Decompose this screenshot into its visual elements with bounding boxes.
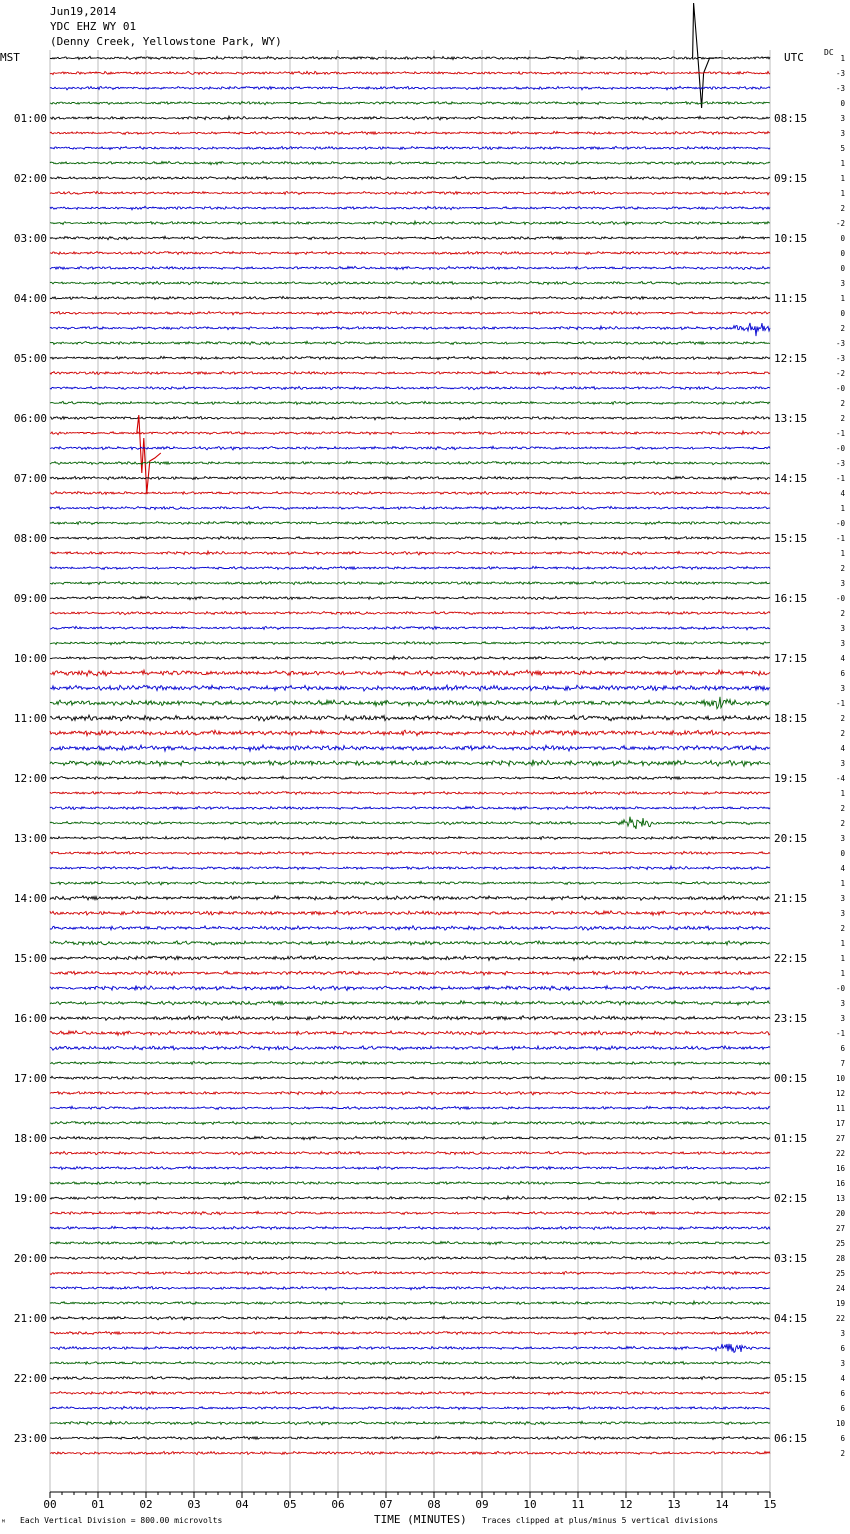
seismic-trace [50, 817, 770, 829]
seismic-trace [50, 161, 770, 164]
seismic-trace [50, 131, 770, 134]
dc-offset-value: 2 [840, 1449, 845, 1458]
seismic-trace [50, 191, 770, 194]
footer-clip-note: Traces clipped at plus/minus 5 vertical divisions [482, 1516, 719, 1525]
dc-offset-value: -0 [835, 384, 845, 393]
seismic-trace [50, 71, 770, 74]
right-hour-label: 15:15 [774, 532, 808, 545]
seismic-trace [50, 776, 770, 779]
right-hour-label: 09:15 [774, 172, 808, 185]
seismic-trace [50, 656, 770, 660]
seismic-trace [50, 1166, 770, 1169]
dc-offset-value: -1 [835, 429, 845, 438]
seismic-trace [50, 1136, 770, 1139]
dc-offset-value: 0 [840, 99, 845, 108]
seismic-trace [50, 221, 770, 225]
seismic-trace [50, 401, 770, 404]
seismic-trace [50, 730, 770, 736]
left-hour-label: 14:00 [13, 892, 47, 905]
seismic-trace [50, 1451, 770, 1454]
dc-offset-value: 3 [840, 999, 845, 1008]
seismic-trace [50, 986, 770, 991]
dc-offset-value: 1 [840, 294, 845, 303]
seismic-trace [50, 1301, 770, 1305]
x-tick-label: 12 [619, 1498, 633, 1511]
seismic-trace [50, 971, 770, 975]
left-hour-label: 08:00 [13, 532, 47, 545]
dc-offset-value: 2 [840, 819, 845, 828]
dc-offset-value: 3 [840, 639, 845, 648]
left-hour-label: 16:00 [13, 1012, 47, 1025]
dc-offset-value: -3 [835, 69, 845, 78]
dc-offset-value: 0 [840, 309, 845, 318]
dc-offset-value: -3 [835, 339, 845, 348]
dc-offset-value: 27 [835, 1134, 845, 1143]
dc-offset-value: -0 [835, 594, 845, 603]
dc-offset-value: 3 [840, 1359, 845, 1368]
seismic-trace [50, 566, 770, 569]
dc-offset-value: 0 [840, 249, 845, 258]
left-hour-label: 23:00 [13, 1432, 47, 1445]
dc-offset-value: 6 [840, 1389, 845, 1398]
left-hour-label: 01:00 [13, 112, 47, 125]
dc-offset-value: 1 [840, 954, 845, 963]
left-hour-label: 07:00 [13, 472, 47, 485]
seismic-trace [50, 866, 770, 870]
dc-offset-value: 19 [835, 1299, 845, 1308]
right-hour-label: 05:15 [774, 1372, 808, 1385]
right-hour-label: 13:15 [774, 412, 808, 425]
dc-offset-value: 24 [835, 1284, 845, 1293]
dc-offset-value: 5 [840, 144, 845, 153]
seismic-trace [50, 896, 770, 901]
seismic-trace [50, 101, 770, 104]
right-hour-label: 04:15 [774, 1312, 808, 1325]
trace-group [50, 3, 770, 1455]
dc-offset-value: 17 [835, 1119, 845, 1128]
x-tick-label: 04 [235, 1498, 249, 1511]
left-hour-label: 02:00 [13, 172, 47, 185]
dc-offset-value: 6 [840, 1344, 845, 1353]
dc-offset-value: 3 [840, 579, 845, 588]
seismic-trace [50, 1271, 770, 1274]
seismic-trace [50, 1436, 770, 1439]
dc-offset-value: 1 [840, 54, 845, 63]
seismic-trace [50, 206, 770, 210]
seismic-trace [50, 176, 770, 179]
seismic-trace [50, 476, 770, 479]
seismic-trace [50, 236, 770, 239]
dc-offset-value: 25 [835, 1239, 845, 1248]
x-tick-label: 10 [523, 1498, 537, 1511]
dc-offset-value: 1 [840, 939, 845, 948]
seismic-trace [50, 1226, 770, 1229]
right-hour-label: 03:15 [774, 1252, 808, 1265]
dc-offset-value: 11 [835, 1104, 845, 1113]
right-hour-label: 20:15 [774, 832, 808, 845]
dc-offset-value: 1 [840, 789, 845, 798]
dc-offset-value: 1 [840, 174, 845, 183]
dc-offset-value: 3 [840, 129, 845, 138]
dc-offset-value: 2 [840, 399, 845, 408]
dc-offset-value: 10 [835, 1074, 845, 1083]
dc-offset-value: 1 [840, 189, 845, 198]
right-hour-label: 14:15 [774, 472, 808, 485]
dc-offset-value: 3 [840, 894, 845, 903]
seismic-trace [50, 371, 770, 374]
left-hour-label: 13:00 [13, 832, 47, 845]
dc-offset-value: 3 [840, 834, 845, 843]
dc-offset-value: 0 [840, 849, 845, 858]
left-hour-label: 22:00 [13, 1372, 47, 1385]
dc-offset-value: 4 [840, 1374, 845, 1383]
dc-offset-value: -3 [835, 354, 845, 363]
dc-offset-value: -3 [835, 459, 845, 468]
left-hour-label: 05:00 [13, 352, 47, 365]
seismic-trace [50, 1181, 770, 1185]
right-hour-label: 02:15 [774, 1192, 808, 1205]
seismic-trace [50, 1286, 770, 1290]
seismic-trace [50, 386, 770, 389]
seismic-trace [50, 715, 770, 721]
dc-offset-value: 2 [840, 324, 845, 333]
seismic-trace [50, 356, 770, 359]
dc-offset-value: -0 [835, 444, 845, 453]
seismic-trace [50, 281, 770, 284]
dc-offset-value: 6 [840, 1404, 845, 1413]
right-hour-label: 06:15 [774, 1432, 808, 1445]
right-hour-label: 11:15 [774, 292, 808, 305]
dc-offset-value: 22 [835, 1149, 845, 1158]
dc-offset-value: 7 [840, 1059, 845, 1068]
header-station: YDC EHZ WY 01 [50, 20, 137, 33]
seismic-trace [50, 1406, 770, 1409]
right-hour-label: 16:15 [774, 592, 808, 605]
seismic-trace [50, 851, 770, 855]
dc-offset-value: 6 [840, 669, 845, 678]
dc-offset-value: 2 [840, 804, 845, 813]
seismic-trace [50, 641, 770, 645]
x-tick-label: 14 [715, 1498, 729, 1511]
dc-offset-value: 6 [840, 1434, 845, 1443]
dc-offset-value: 2 [840, 729, 845, 738]
left-hour-label: 21:00 [13, 1312, 47, 1325]
dc-offset-value: 3 [840, 909, 845, 918]
footer-mark: ᴹ [1, 1518, 6, 1527]
left-hour-label: 12:00 [13, 772, 47, 785]
dc-offset-value: -2 [835, 219, 845, 228]
seismic-trace [50, 1001, 770, 1005]
seismic-trace [50, 1344, 770, 1353]
seismic-trace [50, 1076, 770, 1079]
header-date: Jun19,2014 [50, 5, 117, 18]
dc-offset-value: 4 [840, 489, 845, 498]
seismic-trace [50, 1046, 770, 1050]
x-tick-label: 01 [91, 1498, 105, 1511]
x-tick-label: 03 [187, 1498, 201, 1511]
seismic-trace [50, 581, 770, 584]
seismic-trace [50, 697, 770, 709]
seismic-trace [50, 926, 770, 930]
header-location: (Denny Creek, Yellowstone Park, WY) [50, 35, 282, 48]
dc-offset-value: 1 [840, 504, 845, 513]
x-tick-label: 11 [571, 1498, 585, 1511]
dc-offset-value: -2 [835, 369, 845, 378]
left-hour-label: 06:00 [13, 412, 47, 425]
dc-offset-value: 28 [835, 1254, 845, 1263]
seismic-trace [50, 1106, 770, 1109]
seismic-trace [50, 446, 770, 450]
dc-offset-value: 2 [840, 204, 845, 213]
dc-offset-value: 1 [840, 549, 845, 558]
x-tick-label: 15 [763, 1498, 777, 1511]
seismic-trace [50, 791, 770, 794]
right-hour-label: 00:15 [774, 1072, 808, 1085]
left-hour-label: 10:00 [13, 652, 47, 665]
dc-offset-value: 3 [840, 684, 845, 693]
dc-offset-value: 22 [835, 1314, 845, 1323]
dc-offset-value: 1 [840, 159, 845, 168]
dc-offset-value: 4 [840, 654, 845, 663]
seismic-trace [50, 251, 770, 254]
seismic-trace [50, 1151, 770, 1154]
seismic-trace [50, 626, 770, 629]
seismic-trace [50, 296, 770, 299]
seismic-trace [50, 311, 770, 315]
dc-offset-value: 6 [840, 1044, 845, 1053]
dc-offset-value: 3 [840, 1329, 845, 1338]
dc-offset-value: -1 [835, 1029, 845, 1038]
seismic-trace [50, 1316, 770, 1320]
seismic-trace [50, 1241, 770, 1244]
seismic-trace [50, 596, 770, 599]
dc-offset-value: 13 [835, 1194, 845, 1203]
seismic-trace [50, 116, 770, 120]
seismic-trace [50, 86, 770, 90]
left-hour-label: 20:00 [13, 1252, 47, 1265]
dc-offset-value: 2 [840, 609, 845, 618]
right-hour-label: 18:15 [774, 712, 808, 725]
seismic-trace [50, 1211, 770, 1214]
seismic-trace [50, 506, 770, 509]
right-hour-label: 10:15 [774, 232, 808, 245]
seismic-trace [50, 760, 770, 767]
seismic-trace [50, 1121, 770, 1124]
grid-lines [50, 50, 770, 1498]
seismic-trace [50, 911, 770, 916]
seismic-trace [50, 461, 770, 464]
seismic-trace [50, 1376, 770, 1379]
dc-offset-value: 3 [840, 1014, 845, 1023]
dc-offset-value: 3 [840, 279, 845, 288]
seismic-trace [50, 56, 770, 59]
right-hour-label: 22:15 [774, 952, 808, 965]
event-waveform [693, 3, 720, 108]
x-tick-label: 08 [427, 1498, 441, 1511]
x-axis-title: TIME (MINUTES) [374, 1513, 467, 1526]
dc-offset-value: 4 [840, 864, 845, 873]
dc-offset-value: 2 [840, 564, 845, 573]
seismic-trace [50, 341, 770, 344]
dc-offset-value: 16 [835, 1179, 845, 1188]
dc-offset-value: 25 [835, 1269, 845, 1278]
seismic-trace [50, 1016, 770, 1021]
seismic-trace [50, 956, 770, 961]
seismic-trace [50, 323, 770, 336]
seismic-trace [50, 941, 770, 945]
right-hour-label: 23:15 [774, 1012, 808, 1025]
seismic-trace [50, 1256, 770, 1259]
right-hour-label: 12:15 [774, 352, 808, 365]
dc-offset-value: 1 [840, 879, 845, 888]
dc-column-label: DC [824, 48, 834, 57]
dc-offset-value: 16 [835, 1164, 845, 1173]
dc-offset-value: 4 [840, 744, 845, 753]
seismic-trace [50, 670, 770, 676]
right-hour-label: 17:15 [774, 652, 808, 665]
seismic-trace [50, 1361, 770, 1364]
dc-offset-value: 2 [840, 714, 845, 723]
x-tick-label: 00 [43, 1498, 57, 1511]
dc-offset-value: 10 [835, 1419, 845, 1428]
right-hour-label: 21:15 [774, 892, 808, 905]
dc-offset-value: 1 [840, 969, 845, 978]
seismic-trace [50, 685, 770, 691]
right-timezone-label: UTC [784, 51, 804, 64]
seismic-trace [50, 1331, 770, 1334]
x-tick-label: 06 [331, 1498, 345, 1511]
left-hour-label: 11:00 [13, 712, 47, 725]
x-tick-label: 02 [139, 1498, 153, 1511]
left-hour-label: 17:00 [13, 1072, 47, 1085]
dc-offset-value: -0 [835, 984, 845, 993]
seismic-trace [50, 491, 770, 494]
seismic-trace [50, 521, 770, 525]
seismic-trace [50, 146, 770, 149]
dc-offset-value: 2 [840, 414, 845, 423]
seismic-trace [50, 266, 770, 269]
seismic-trace [50, 1391, 770, 1395]
left-timezone-label: MST [0, 51, 20, 64]
seismic-trace [50, 745, 770, 751]
dc-offset-value: 3 [840, 759, 845, 768]
dc-offset-value: -0 [835, 519, 845, 528]
dc-offset-value: 27 [835, 1224, 845, 1233]
seismic-trace [50, 1031, 770, 1036]
dc-offset-value: 3 [840, 114, 845, 123]
dc-offset-value: 3 [840, 624, 845, 633]
left-hour-label: 15:00 [13, 952, 47, 965]
dc-offset-value: -1 [835, 474, 845, 483]
left-hour-label: 18:00 [13, 1132, 47, 1145]
seismic-trace [50, 836, 770, 839]
dc-offset-value: 12 [835, 1089, 845, 1098]
right-hour-label: 01:15 [774, 1132, 808, 1145]
dc-offset-value: 0 [840, 234, 845, 243]
dc-offset-value: 0 [840, 264, 845, 273]
dc-offset-value: -4 [835, 774, 845, 783]
dc-offset-value: 20 [835, 1209, 845, 1218]
seismic-trace [50, 1421, 770, 1425]
seismic-trace [50, 551, 770, 555]
footer-scale: Each Vertical Division = 800.00 microvolts [20, 1516, 223, 1525]
event-waveform [137, 415, 161, 493]
x-tick-label: 09 [475, 1498, 489, 1511]
seismic-trace [50, 536, 770, 539]
left-hour-label: 09:00 [13, 592, 47, 605]
x-tick-label: 05 [283, 1498, 297, 1511]
seismic-trace [50, 1196, 770, 1200]
seismic-trace [50, 431, 770, 435]
seismic-trace [50, 881, 770, 885]
axis-labels [14, 54, 846, 1511]
dc-offset-value: -3 [835, 84, 845, 93]
seismic-trace [50, 611, 770, 614]
dc-offset-value: 2 [840, 924, 845, 933]
seismic-trace [50, 416, 770, 420]
right-hour-label: 08:15 [774, 112, 808, 125]
right-hour-label: 19:15 [774, 772, 808, 785]
left-hour-label: 03:00 [13, 232, 47, 245]
dc-offset-value: -1 [835, 534, 845, 543]
seismic-trace [50, 1061, 770, 1064]
dc-offset-value: -1 [835, 699, 845, 708]
x-tick-label: 07 [379, 1498, 393, 1511]
seismic-trace [50, 1091, 770, 1095]
left-hour-label: 19:00 [13, 1192, 47, 1205]
seismic-trace [50, 806, 770, 809]
left-hour-label: 04:00 [13, 292, 47, 305]
x-tick-label: 13 [667, 1498, 681, 1511]
